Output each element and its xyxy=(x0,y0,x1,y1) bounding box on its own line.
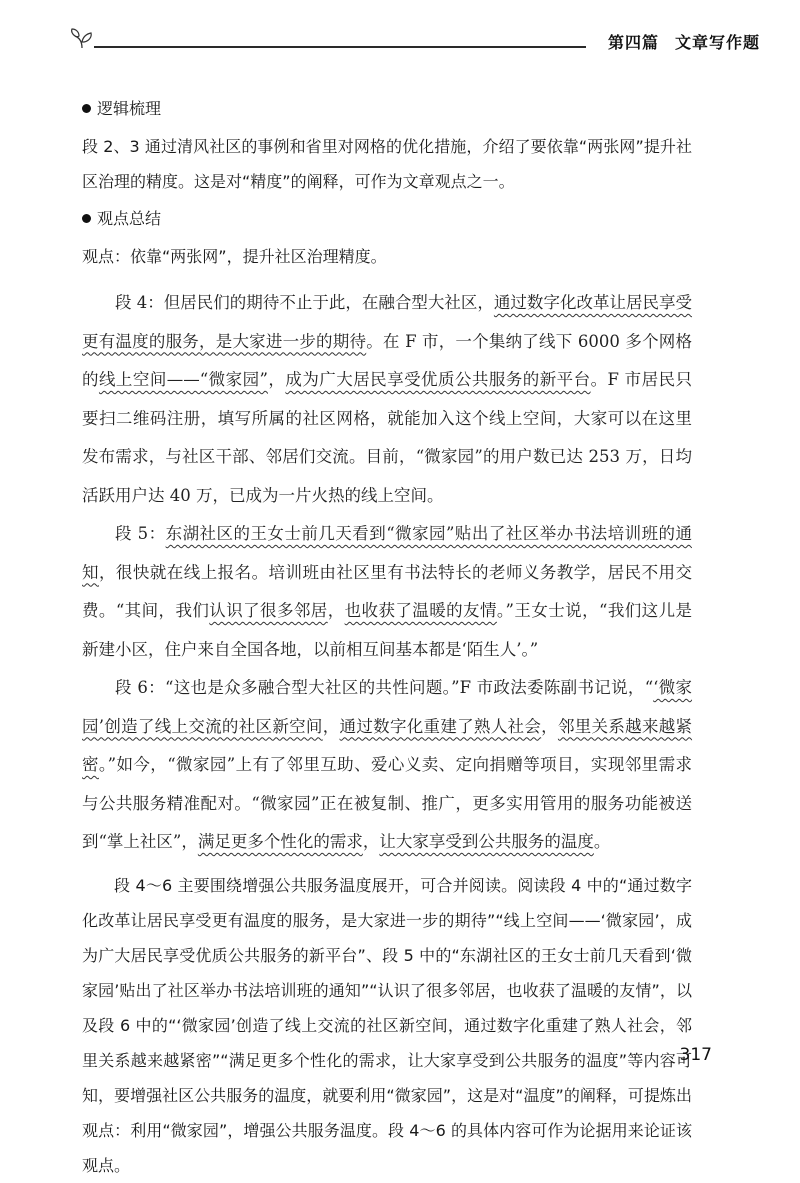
source-paragraph-4: 段 4：但居民们的期待不止于此，在融合型大社区，通过数字化改革让居民享受更有温度的服务，是大家进一步的期待。在 F 市，一个集纳了线下 6000 多个网格的线上空间——“微家园”，成为广大居民享受优质公共服务的新平台。F 市居民只要扫二维码注册，填写所属的社区网格，就能加入这个线上空间，大家可以在这里发布需求，与社区干部、邻居们交流。目前，“微家园”的用户数已达 253 万，日均活跃用户达 40 万，已成为一片火热的线上空间。 xyxy=(82,293,693,505)
header-rule xyxy=(94,46,586,48)
leaf-sprout-icon xyxy=(70,28,94,50)
underlined-phrase: 东湖社区的王女士前几天看到“微家园”贴出了社区举办书法培训班的通知 xyxy=(82,524,692,582)
viewpoint-paragraph: 观点：依靠“两张网”，提升社区治理精度。 xyxy=(82,247,387,266)
analysis-paragraph: 段 4～6 主要围绕增强公共服务温度展开，可合并阅读。阅读段 4 中的“通过数字化改革让居民享受更有温度的服务，是大家进一步的期待”“线上空间——‘微家园’，成为广大居民享受优质公共服务的新平台”、段 5 中的“东湖社区的王女士前几天看到‘微家园’贴出了社区举办书法培训班的通知”“认识了很多邻居，也收获了温暖的友情”，以及段 6 中的“‘微家园’创造了线上交流的社区新空间，通过数字化重建了熟人社会，邻里关系越来越紧密”“满足更多个性化的需求，让大家享受到公共服务的温度”等内容可知，要增强社区公共服务的温度，就要利用“微家园”，这是对“温度”的阐释，可提炼出观点：利用“微家园”，增强公共服务温度。段 4～6 的具体内容可作为论据用来论证该观点。 xyxy=(82,875,692,1175)
page-header xyxy=(70,26,760,56)
underlined-phrase: 让大家享受到公共服务的温度 xyxy=(379,832,594,851)
bullet-icon xyxy=(82,214,91,223)
underlined-phrase: 认识了很多邻居 xyxy=(209,601,328,620)
page-content xyxy=(82,95,692,1183)
underlined-phrase: 通过数字化改革让居民享受更有温度的服务，是大家进一步的期待 xyxy=(82,293,693,351)
source-paragraph-6: 段 6：“这也是众多融合型大社区的共性问题。”F 市政法委陈副书记说，“‘微家园’创造了线上交流的社区新空间，通过数字化重建了熟人社会，邻里关系越来越紧密。”如今，“微家园”上有了邻里互助、爱心义卖、定向捐赠等项目，实现邻里需求与公共服务精准配对。“微家园”正在被复制、推广，更多实用管用的服务功能被送到“掌上社区”，满足更多个性化的需求，让大家享受到公共服务的温度。 xyxy=(82,678,693,851)
bullet-icon xyxy=(82,104,91,113)
source-paragraph-5: 段 5：东湖社区的王女士前几天看到“微家园”贴出了社区举办书法培训班的通知，很快就在线上报名。培训班由社区里有书法特长的老师义务教学，居民不用交费。“其间，我们认识了很多邻居，也收获了温暖的友情。”王女士说，“我们这儿是新建小区，住户来自全国各地，以前相互间基本都是‘陌生人’。” xyxy=(82,524,693,659)
header-chapter-title: 文章写作题 xyxy=(674,33,760,52)
underlined-phrase: 也收获了温暖的友情 xyxy=(344,601,497,620)
underlined-phrase: 线上空间——“微家园” xyxy=(98,370,268,389)
section-heading-summary: 观点总结 xyxy=(82,205,692,233)
underlined-phrase: 成为广大居民享受优质公共服务的新平台 xyxy=(285,370,591,389)
underlined-phrase: 通过数字化重建了熟人社会 xyxy=(339,716,542,736)
underlined-phrase: 邻里关系越来越紧密 xyxy=(82,716,693,774)
section-heading-logic: 逻辑梳理 xyxy=(82,95,692,123)
underlined-phrase: 满足更多个性化的需求 xyxy=(197,832,363,851)
header-title xyxy=(608,30,760,53)
underlined-phrase: ‘微家园’创造了线上交流的社区新空间 xyxy=(82,678,693,736)
header-part: 第四篇 xyxy=(607,33,659,52)
page-number: 317 xyxy=(679,1045,712,1065)
logic-paragraph: 段 2、3 通过清风社区的事例和省里对网格的优化措施，介绍了要依靠“两张网”提升社区治理的精度。这是对“精度”的阐释，可作为文章观点之一。 xyxy=(82,137,692,191)
